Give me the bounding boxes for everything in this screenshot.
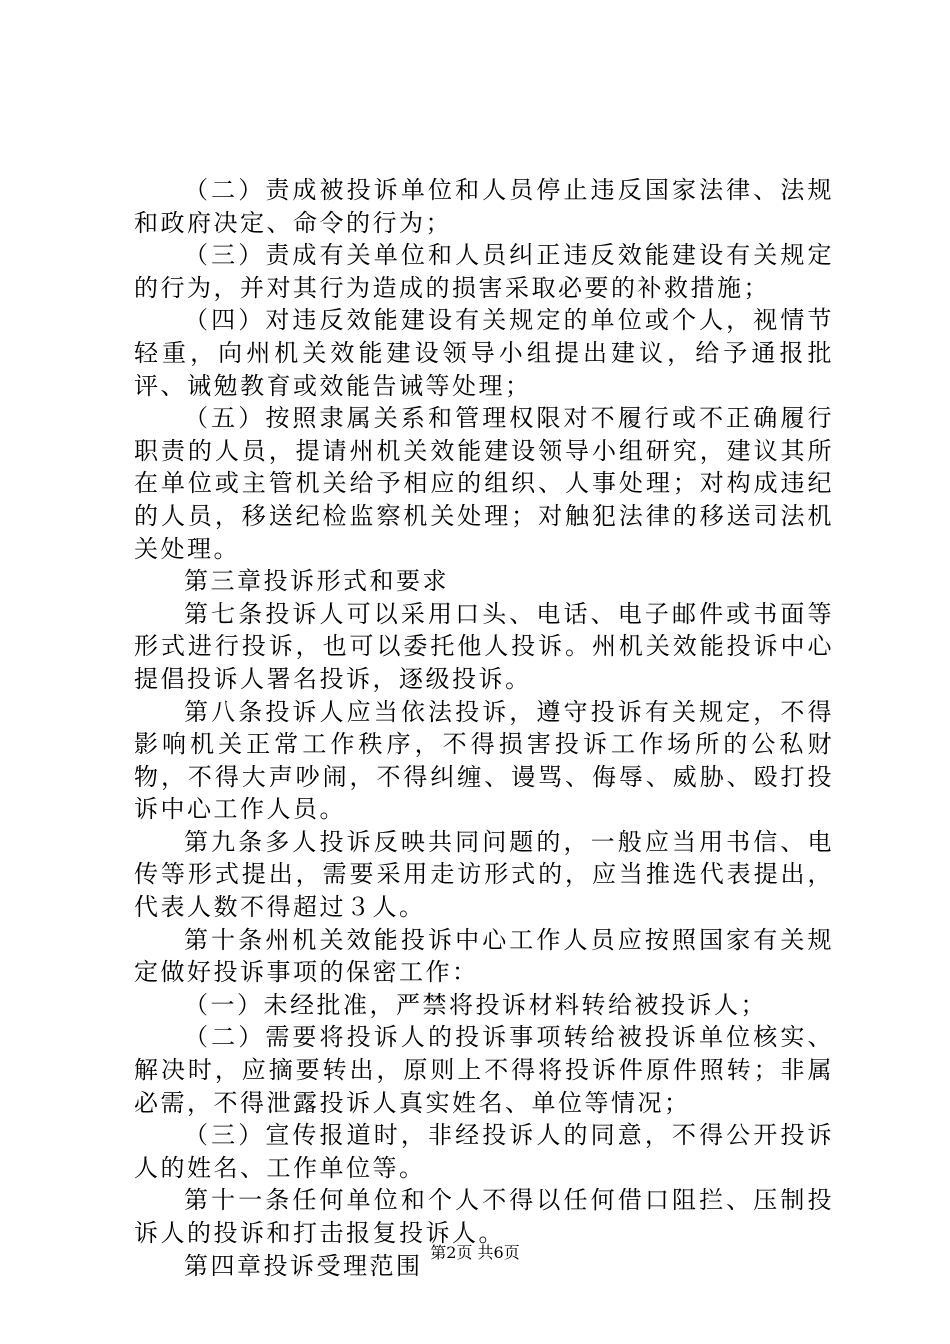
page-number-label: 第2页 共6页 — [430, 1243, 520, 1262]
paragraph-measure-5: （五）按照隶属关系和管理权限对不履行或不正确履行职责的人员，提请州机关效能建设领导小组研究，建议其所在单位或主管机关给予相应的组织、人事处理；对构成违纪的人员，移送纪检监察机关处理；对触犯法律的移送司法机关处理。 — [134, 404, 834, 563]
paragraph-measure-3: （三）责成有关单位和人员纠正违反效能建设有关规定的行为，并对其行为造成的损害采取必要的补救措施； — [134, 241, 834, 302]
article-10-item-2: （二）需要将投诉人的投诉事项转给被投诉单位核实、解决时，应摘要转出，原则上不得将投诉件原件照转；非属必需，不得泄露投诉人真实姓名、单位等情况； — [134, 1023, 834, 1117]
chapter-4-heading: 第四章投诉受理范围 — [184, 1251, 423, 1280]
paragraph-measure-4: （四）对违反效能建设有关规定的单位或个人，视情节轻重，向州机关效能建设领导小组提出建议，给予通报批评、诫勉教育或效能告诫等处理； — [134, 306, 834, 400]
article-8: 第八条投诉人应当依法投诉，遵守投诉有关规定，不得影响机关正常工作秩序，不得损害投诉工作场所的公私财物，不得大声吵闹，不得纠缠、谩骂、侮辱、威胁、殴打投诉中心工作人员。 — [134, 697, 834, 824]
page-footer — [0, 1243, 950, 1263]
article-10: 第十条州机关效能投诉中心工作人员应按照国家有关规定做好投诉事项的保密工作： — [134, 925, 834, 987]
article-9: 第九条多人投诉反映共同问题的，一般应当用书信、电传等形式提出，需要采用走访形式的，应当推选代表提出，代表人数不得超过３人。 — [134, 827, 834, 922]
article-11: 第十一条任何单位和个人不得以任何借口阻拦、压制投诉人的投诉和打击报复投诉人。 — [134, 1186, 834, 1247]
chapter-3-heading: 第三章投诉形式和要求 — [184, 567, 449, 596]
article-10-item-1: （一）未经批准，严禁将投诉材料转给被投诉人； — [184, 990, 767, 1019]
paragraph-measure-2: （二）责成被投诉单位和人员停止违反国家法律、法规和政府决定、命令的行为； — [134, 176, 834, 237]
document-body — [134, 174, 834, 1282]
article-10-item-3: （三）宣传报道时，非经投诉人的同意，不得公开投诉人的姓名、工作单位等。 — [134, 1121, 834, 1182]
article-7: 第七条投诉人可以采用口头、电话、电子邮件或书面等形式进行投诉，也可以委托他人投诉。州机关效能投诉中心提倡投诉人署名投诉，逐级投诉。 — [134, 599, 834, 693]
